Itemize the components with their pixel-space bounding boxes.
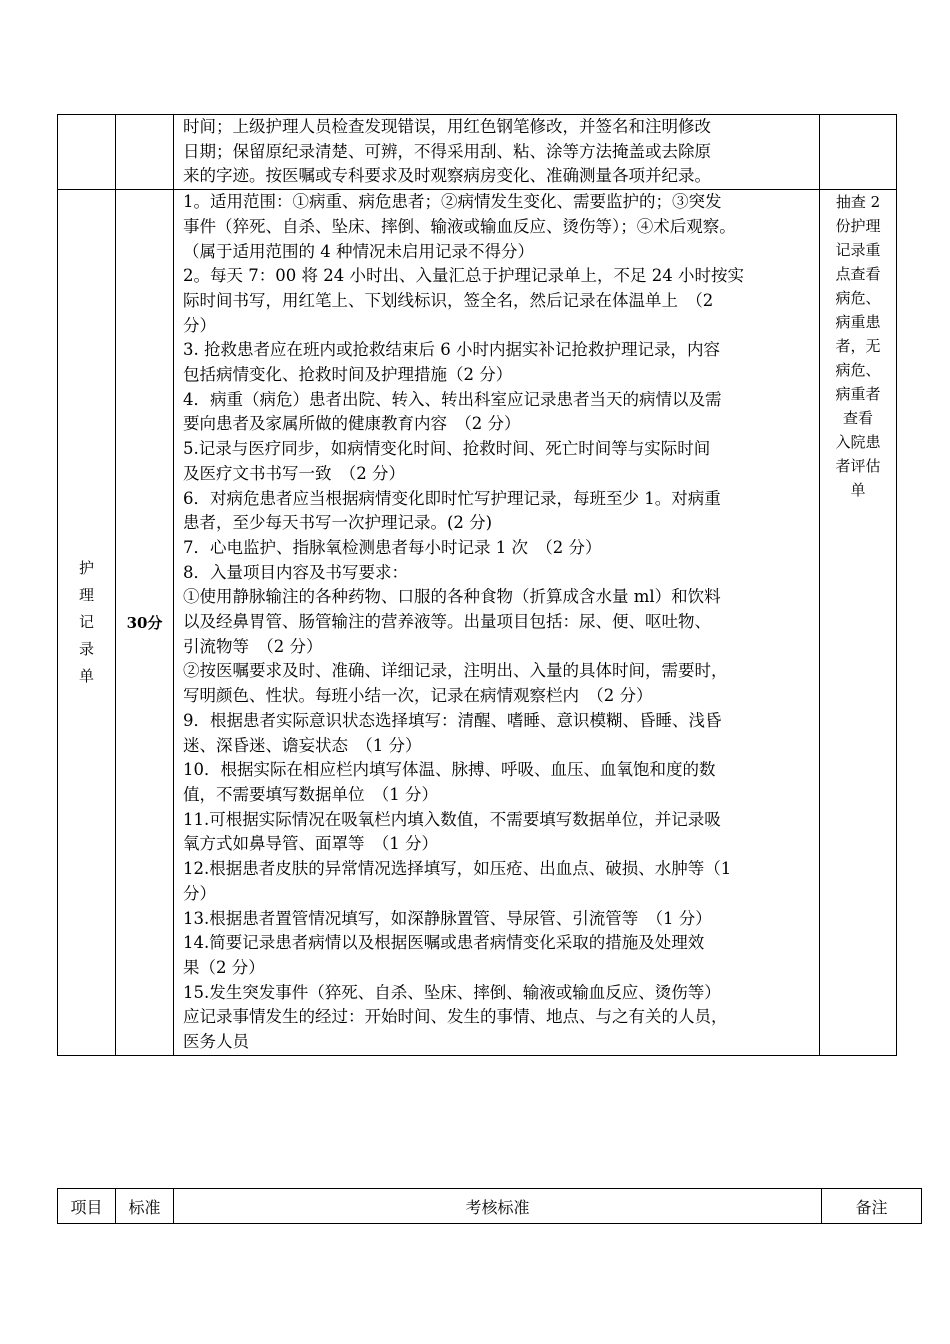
content-line: 事件（猝死、自杀、坠床、摔倒、输液或输血反应、烫伤等）；④术后观察。: [183, 216, 736, 236]
header-item: 项目: [58, 1189, 116, 1224]
note-line: 查看: [842, 409, 873, 428]
content-line: 值，不需要填写数据单位 （1 分）: [183, 784, 438, 804]
note-line: 单: [850, 481, 866, 500]
empty-item-cell: [58, 115, 116, 190]
content-line: 9．根据患者实际意识状态选择填写：清醒、嗜睡、意识模糊、昏睡、浅昏: [183, 710, 722, 730]
note-line: 病重患: [835, 313, 881, 332]
content-line: 时间；上级护理人员检查发现错误，用红色钢笔修改，并签名和注明修改: [183, 117, 711, 136]
content-line: 10．根据实际在相应栏内填写体温、脉搏、呼吸、血压、血氧饱和度的数: [183, 760, 716, 780]
content-line: 应记录事情发生的经过：开始时间、发生的事情、地点、与之有关的人员，: [183, 1007, 728, 1027]
content-line: 5.记录与医疗同步，如病情变化时间、抢救时间、死亡时间等与实际时间: [183, 439, 711, 459]
content-line: 氧方式如鼻导管、面罩等 （1 分）: [183, 834, 438, 854]
content-line: 3. 抢救患者应在班内或抢救结束后 6 小时内据实补记抢救护理记录，内容: [183, 340, 720, 360]
header-note: 备注: [822, 1189, 922, 1224]
note-line: 病危、: [835, 361, 881, 380]
content-line: 2。每天 7：00 将 24 小时出、入量汇总于护理记录单上，不足 24 小时按实: [183, 266, 744, 286]
note-line: 者，无: [835, 337, 881, 356]
content-line: 分）: [183, 883, 216, 903]
note-cell: [820, 190, 897, 1056]
content-line: ①使用静脉输注的各种药物、口服的各种食物（折算成含水量 ml）和饮料: [183, 587, 721, 607]
score-value: 30分: [126, 613, 163, 632]
content-line: 15.发生突发事件（猝死、自杀、坠床、摔倒、输液或输血反应、烫伤等）: [183, 982, 721, 1002]
note-line: 抽查 2: [835, 193, 881, 212]
content-line: 13.根据患者置管情况填写，如深静脉置管、导尿管、引流管等 （1 分）: [183, 908, 712, 928]
content-line: 6．对病危患者应当根据病情变化即时忙写护理记录，每班至少 1。对病重: [183, 488, 721, 508]
item-char: 单: [78, 666, 94, 685]
content-line: 7．心电监护、指脉氧检测患者每小时记录 1 次 （2 分）: [183, 537, 602, 557]
item-char: 理: [78, 585, 94, 604]
content-line: 迷、深昏迷、谵妄状态 （1 分）: [183, 735, 422, 755]
content-line: 果（2 分）: [183, 957, 265, 977]
score-cell: [116, 190, 174, 1056]
note-line: 病重者: [835, 385, 881, 404]
item-char: 录: [78, 639, 94, 658]
content-line: 际时间书写，用红笔上、下划线标识，签全名，然后记录在体温单上 （2: [183, 290, 714, 310]
content-line: 包括病情变化、抢救时间及护理措施（2 分）: [183, 365, 513, 385]
content-line: 1。适用范围：①病重、病危患者；②病情发生变化、需要监护的；③突发: [183, 192, 722, 212]
content-line: 患者，至少每天书写一次护理记录。(2 分): [183, 513, 493, 533]
item-char: 记: [78, 612, 94, 631]
table-row: [58, 190, 897, 1056]
item-char: 护: [78, 558, 94, 577]
empty-score-cell: [116, 115, 174, 190]
content-line: 要向患者及家属所做的健康教育内容 （2 分）: [183, 414, 521, 434]
content-line: 以及经鼻胃管、肠管输注的营养液等。出量项目包括：尿、便、呕吐物、: [183, 612, 711, 632]
content-line: 4．病重（病危）患者出院、转入、转出科室应记录患者当天的病情以及需: [183, 389, 722, 409]
content-line: 及医疗文书书写一致 （2 分）: [183, 463, 405, 483]
content-line: 分）: [183, 315, 216, 335]
content-line: 引流物等 （2 分）: [183, 636, 323, 656]
note-line: 者评估: [835, 457, 881, 476]
content-line: （属于适用范围的 4 种情况未启用记录不得分）: [183, 241, 534, 261]
assessment-table: [57, 114, 897, 1056]
note-line: 份护理: [835, 217, 881, 236]
header-standard: 标准: [116, 1189, 174, 1224]
continued-content-cell: [174, 115, 820, 190]
content-line: 12.根据患者皮肤的异常情况选择填写，如压疮、出血点、破损、水肿等（1: [183, 859, 732, 879]
content-line: 医务人员: [183, 1032, 249, 1052]
empty-note-cell: [820, 115, 897, 190]
content-line: 写明颜色、性状。每班小结一次，记录在病情观察栏内 （2 分）: [183, 686, 653, 706]
content-line: 8．入量项目内容及书写要求：: [183, 562, 408, 582]
content-line: 14.简要记录患者病情以及根据医嘱或患者病情变化采取的措施及处理效: [183, 933, 705, 953]
content-line: 来的字迹。按医嘱或专科要求及时观察病房变化、准确测量各项并纪录。: [183, 166, 711, 186]
item-cell-nursing-record: [58, 190, 116, 1056]
note-line: 病危、: [835, 289, 881, 308]
note-line: 记录重: [835, 241, 881, 260]
header-row: [58, 1189, 922, 1224]
content-line: 日期；保留原纪录清楚、可辨，不得采用刮、粘、涂等方法掩盖或去除原: [183, 141, 711, 161]
table-row: [58, 115, 897, 190]
header-criteria: 考核标准: [174, 1189, 822, 1224]
criteria-content-cell: [174, 190, 820, 1056]
header-table: [57, 1188, 922, 1224]
note-line: 点查看: [835, 265, 881, 284]
content-line: ②按医嘱要求及时、准确、详细记录，注明出、入量的具体时间，需要时，: [183, 661, 728, 681]
note-line: 入院患: [835, 433, 881, 452]
content-line: 11.可根据实际情况在吸氧栏内填入数值，不需要填写数据单位，并记录吸: [183, 809, 721, 829]
